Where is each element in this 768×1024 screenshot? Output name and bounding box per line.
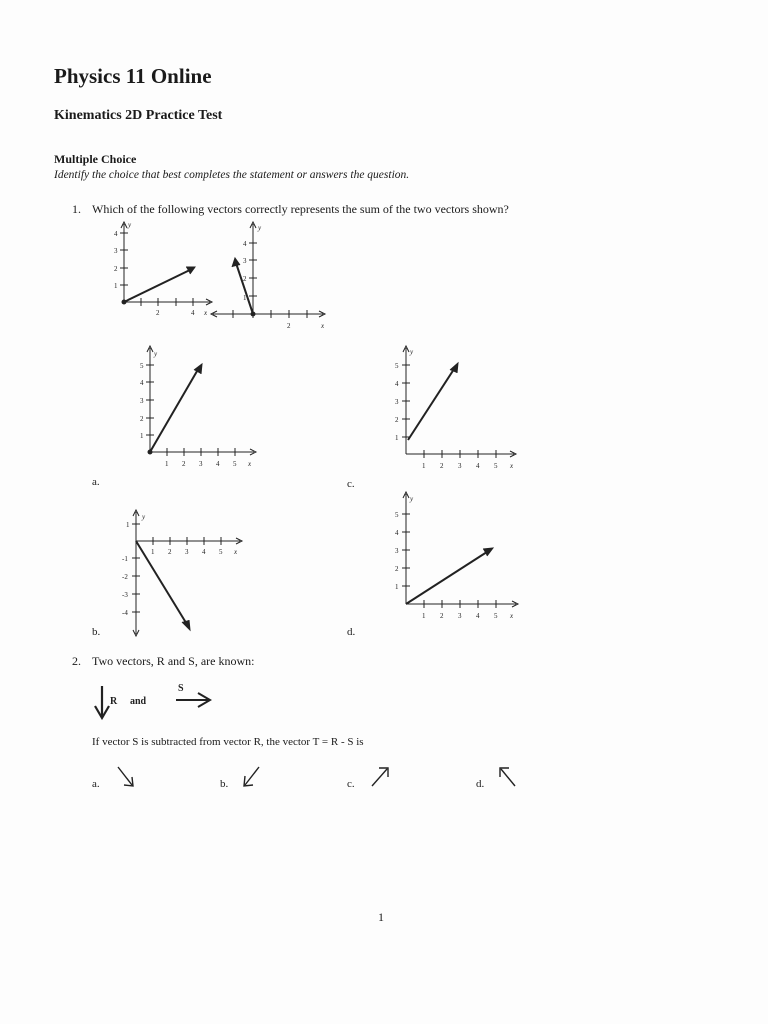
- q2-option-d-label[interactable]: d.: [476, 778, 485, 790]
- y-tick: -2: [122, 573, 128, 581]
- y-tick: 1: [395, 434, 399, 442]
- q1-option-a-label[interactable]: a.: [92, 476, 100, 488]
- x-tick: 3: [185, 548, 189, 556]
- x-tick: 5: [233, 460, 237, 468]
- y-tick: 1: [140, 432, 144, 440]
- y-tick: 2: [395, 565, 399, 573]
- y-tick: 1: [243, 294, 247, 302]
- y-axis-label: y: [410, 495, 414, 503]
- x-axis-label: x: [234, 548, 238, 556]
- y-tick: 2: [243, 275, 247, 283]
- question-1-number: 1.: [72, 202, 81, 216]
- y-tick: -4: [122, 609, 128, 617]
- q2-option-a-label[interactable]: a.: [92, 778, 100, 790]
- y-tick: 5: [395, 511, 399, 519]
- y-tick: 4: [395, 380, 399, 388]
- x-tick: 4: [216, 460, 220, 468]
- y-tick: 1: [114, 282, 118, 290]
- y-axis-label: y: [128, 221, 132, 229]
- x-tick: 4: [476, 612, 480, 620]
- x-axis-label: x: [321, 322, 325, 330]
- x-tick: 4: [202, 548, 206, 556]
- q2-option-b-label[interactable]: b.: [220, 778, 229, 790]
- question-1-text: Which of the following vectors correctly represents the sum of the two vectors shown?: [92, 202, 509, 216]
- arrow-down-left-icon[interactable]: [240, 764, 264, 790]
- given-vector-graph-2: [205, 218, 335, 334]
- x-tick: 1: [422, 462, 426, 470]
- option-b-graph: [118, 508, 254, 640]
- x-tick: 4: [476, 462, 480, 470]
- y-tick: 2: [395, 416, 399, 424]
- x-axis-label: x: [248, 460, 252, 468]
- x-tick: 1: [151, 548, 155, 556]
- y-tick: -1: [122, 555, 128, 563]
- section-heading: Multiple Choice: [54, 152, 137, 166]
- page-title: Physics 11 Online: [54, 64, 212, 88]
- x-tick: 5: [494, 612, 498, 620]
- question-2-subtext: If vector S is subtracted from vector R, the vector T = R - S is: [92, 736, 364, 748]
- given-vector-graph-1: [108, 218, 220, 318]
- x-axis-label: x: [510, 612, 514, 620]
- q1-option-c-label[interactable]: c.: [347, 478, 355, 490]
- vector-s-label: S: [178, 683, 184, 694]
- y-tick: 2: [114, 265, 118, 273]
- y-tick: 5: [140, 362, 144, 370]
- y-tick: -3: [122, 591, 128, 599]
- x-tick: 2: [287, 322, 291, 330]
- page-number: 1: [378, 910, 384, 924]
- x-tick: 2: [440, 612, 444, 620]
- y-tick: 4: [140, 379, 144, 387]
- vectors-r-and-s: [92, 678, 222, 722]
- arrow-up-left-icon[interactable]: [496, 764, 520, 790]
- x-tick: 4: [191, 309, 195, 317]
- y-tick: 3: [243, 257, 247, 265]
- x-tick: 3: [458, 612, 462, 620]
- x-tick: 2: [156, 309, 160, 317]
- y-axis-label: y: [154, 350, 158, 358]
- y-axis-label: y: [410, 348, 414, 356]
- y-tick: 1: [126, 521, 130, 529]
- x-tick: 5: [494, 462, 498, 470]
- x-axis-label: x: [204, 309, 208, 317]
- y-tick: 3: [395, 398, 399, 406]
- y-tick: 4: [243, 240, 247, 248]
- q2-option-c-label[interactable]: c.: [347, 778, 355, 790]
- y-tick: 4: [395, 529, 399, 537]
- and-word: and: [130, 696, 147, 707]
- x-tick: 3: [199, 460, 203, 468]
- x-tick: 1: [422, 612, 426, 620]
- y-tick: 3: [114, 247, 118, 255]
- x-tick: 5: [219, 548, 223, 556]
- x-tick: 1: [165, 460, 169, 468]
- q1-option-b-label[interactable]: b.: [92, 626, 101, 638]
- y-tick: 3: [140, 397, 144, 405]
- x-axis-label: x: [510, 462, 514, 470]
- question-2-text: Two vectors, R and S, are known:: [92, 654, 255, 668]
- y-tick: 2: [140, 415, 144, 423]
- y-axis-label: y: [142, 513, 146, 521]
- y-axis-label: y: [258, 224, 262, 232]
- y-tick: 3: [395, 547, 399, 555]
- x-tick: 3: [458, 462, 462, 470]
- arrow-up-right-icon[interactable]: [368, 764, 392, 790]
- test-subtitle: Kinematics 2D Practice Test: [54, 108, 223, 123]
- y-tick: 4: [114, 230, 118, 238]
- x-tick: 2: [440, 462, 444, 470]
- option-a-graph: [132, 342, 262, 472]
- y-tick: 5: [395, 362, 399, 370]
- y-tick: 1: [395, 583, 399, 591]
- instructions: Identify the choice that best completes the statement or answers the question.: [54, 169, 410, 181]
- vector-r-label: R: [110, 696, 118, 707]
- x-tick: 2: [168, 548, 172, 556]
- question-2-number: 2.: [72, 654, 81, 668]
- option-d-graph: [386, 488, 522, 622]
- arrow-down-right-icon[interactable]: [114, 764, 138, 790]
- option-c-graph: [386, 342, 520, 472]
- q1-option-d-label[interactable]: d.: [347, 626, 356, 638]
- x-tick: 2: [182, 460, 186, 468]
